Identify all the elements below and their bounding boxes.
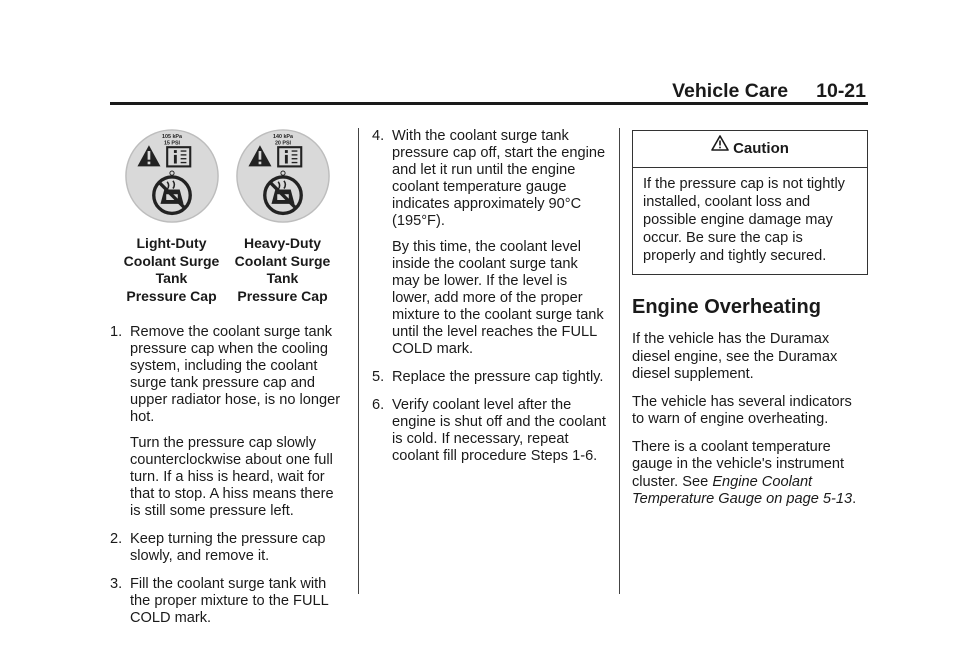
caution-text: If the pressure cap is not tightly installed, coolant loss and possible engine damage may occur. Be sure the cap is properly and tightly secured.: [643, 176, 845, 264]
procedure-steps-middle: [372, 128, 608, 465]
pressure-cap-image: [235, 128, 331, 224]
paragraph: If the vehicle has the Duramax diesel engine, see the Duramax diesel supplement.: [632, 331, 838, 382]
cap-caption: Heavy-Duty Coolant Surge Tank Pressure Cap: [234, 235, 331, 304]
cap-heavy-duty: [227, 128, 338, 305]
list-item: 6. Verify coolant level after the engine is shut off and the coolant is cold. If necessary, repeat coolant fill procedure Steps 1-6.: [372, 397, 606, 464]
header-page-number: 10-21: [816, 80, 866, 102]
column-left: [110, 128, 344, 638]
caution-header: [633, 131, 867, 168]
header-rule: [110, 102, 868, 105]
paragraph: There is a coolant temperature gauge in the vehicle's instrument cluster. See Engine Coolant Temperature Gauge on page 5-13.: [632, 438, 857, 507]
cap-pressure-kpa: 105 kPa: [161, 134, 182, 141]
caution-title: Caution: [733, 140, 789, 157]
cap-pressure-psi: 20 PSI: [274, 140, 291, 147]
cap-pressure-psi: 15 PSI: [163, 140, 180, 147]
cap-caption: Light-Duty Coolant Surge Tank Pressure Cap: [123, 235, 220, 304]
pressure-cap-image: [124, 128, 220, 224]
page-header: [110, 80, 868, 102]
cross-reference-link[interactable]: Engine Coolant Temperature Gauge on page 5-13: [632, 473, 853, 507]
pressure-caps: [110, 128, 344, 305]
procedure-steps-left: [110, 324, 344, 627]
paragraph: The vehicle has several indicators to warn of engine overheating.: [632, 393, 852, 427]
list-item: 3. Fill the coolant surge tank with the proper mixture to the FULL COLD mark.: [110, 576, 329, 626]
section-title: Engine Overheating: [632, 296, 821, 318]
list-item: 2. Keep turning the pressure cap slowly, and remove it.: [110, 531, 326, 564]
list-item: 1. Remove the coolant surge tank pressure cap when the cooling system, including the coolant surge tank pressure cap and upper radiator hose, is no longer hot. Turn the pressure cap slowly counterclockwise about one full turn. If a hiss is heard, wait for that to stop. A hiss means there is still some pressure left.: [110, 324, 341, 519]
column-divider: [358, 128, 359, 594]
list-item: 4. With the coolant surge tank pressure cap off, start the engine and let it run until the engine coolant temperature gauge indicates approximately 90°C (195°F). By this time, the coolant level inside the coolant surge tank may be lower. If the level is lower, add more of the proper mixture to the coolant surge tank until the level reaches the FULL COLD mark.: [372, 128, 606, 357]
caution-triangle-icon: [711, 129, 729, 165]
header-section: Vehicle Care: [672, 80, 789, 102]
column-middle: [372, 128, 608, 476]
cap-pressure-kpa: 140 kPa: [272, 134, 293, 141]
column-divider: [619, 128, 620, 594]
cap-light-duty: [116, 128, 227, 305]
list-item: 5. Replace the pressure cap tightly.: [372, 369, 604, 385]
column-right: [632, 128, 868, 519]
caution-box: [632, 130, 868, 275]
